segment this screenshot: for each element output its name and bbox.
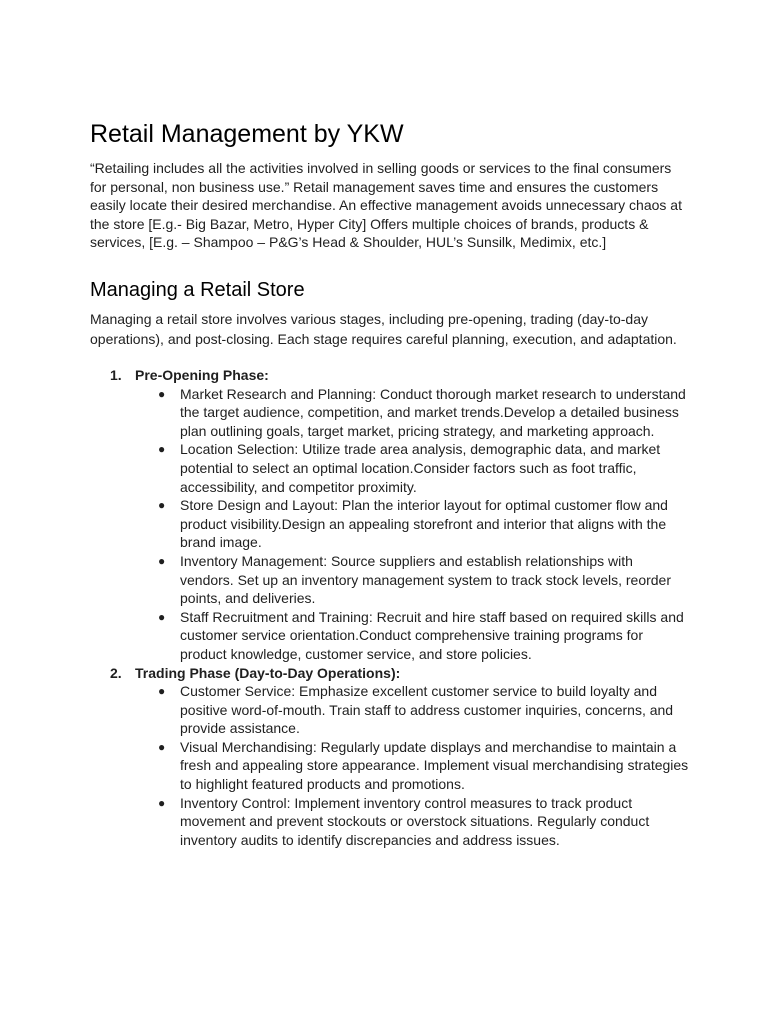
phase-list [90,366,690,849]
list-item-text: Staff Recruitment and Training: Recruit and hire staff based on required skills and customer service orientation.Conduct comprehensive training programs for product knowledge, customer service, and store policies. [180,608,684,662]
phase-title: Pre-Opening Phase: [135,367,269,383]
list-item [135,608,690,664]
bullet-icon: ● [158,684,166,699]
section-intro-paragraph: Managing a retail store involves various stages, including pre-opening, trading (day-to-day operations), and post-closing. Each stage requires careful planning, execution, and adaptation. [90,311,677,347]
phase-title: Trading Phase (Day-to-Day Operations): [135,664,401,681]
list-item [135,385,690,441]
list-item-text: Market Research and Planning: Conduct thorough market research to understand the target audience, competition, and market trends.Develop a detailed business plan outlining goals, target market, pricing strategy, and marketing approach. [180,385,686,439]
phase-number: 1. [110,367,122,383]
list-item [135,738,690,794]
list-item [135,682,690,738]
document-title: Retail Management by YKW [90,120,404,148]
bullet-list [135,385,690,664]
list-item-text: Customer Service: Emphasize excellent customer service to build loyalty and positive word-of-mouth. Train staff to address customer inquiries, concerns, and provide assistance. [180,683,674,737]
list-item-text: Inventory Control: Implement inventory control measures to track product movement and prevent stockouts or overstock situations. Regularly conduct inventory audits to identify discrepancies and address issues. [180,794,650,848]
bullet-icon: ● [158,739,166,754]
list-item-text: Inventory Management: Source suppliers and establish relationships with vendors. Set up an inventory management system to track stock levels, reorder points, and deliveries. [180,552,672,607]
list-item [135,440,690,496]
list-item [135,496,690,552]
phase-number: 2. [110,664,122,681]
bullet-icon: ● [158,553,166,568]
phase-item-trading [90,664,690,850]
phase-item-pre-opening [90,366,690,664]
list-item [135,552,690,608]
list-item-text: Location Selection: Utilize trade area analysis, demographic data, and market potential to select an optimal location.Consider factors such as foot traffic, accessibility, and competitor proximity. [180,441,661,495]
list-item [135,794,690,850]
bullet-list [135,682,690,849]
list-item-text: Store Design and Layout: Plan the interior layout for optimal customer flow and product visibility.Design an appealing storefront and interior that aligns with the brand image. [180,497,668,551]
bullet-icon: ● [158,795,166,810]
intro-paragraph: “Retailing includes all the activities involved in selling goods or services to the final consumers for personal, non business use.” Retail management saves time and ensures the customers easily locate their desired merchandise. An effective management avoids unnecessary chaos at the store [E.g.- Big Bazar, Metro, Hyper City] Offers multiple choices of brands, products & services, [E.g. – Shampoo – P&G’s Head & Shoulder, HUL’s Sunsilk, Medimix, etc.] [90,160,682,251]
bullet-icon: ● [158,498,166,513]
bullet-icon: ● [158,442,166,457]
bullet-icon: ● [158,609,166,624]
bullet-icon: ● [158,386,166,401]
list-item-text: Visual Merchandising: Regularly update displays and merchandise to maintain a fresh and appealing store appearance. Implement visual merchandising strategies to highlight featured products and promotions. [180,738,689,793]
section-heading: Managing a Retail Store [90,279,305,301]
